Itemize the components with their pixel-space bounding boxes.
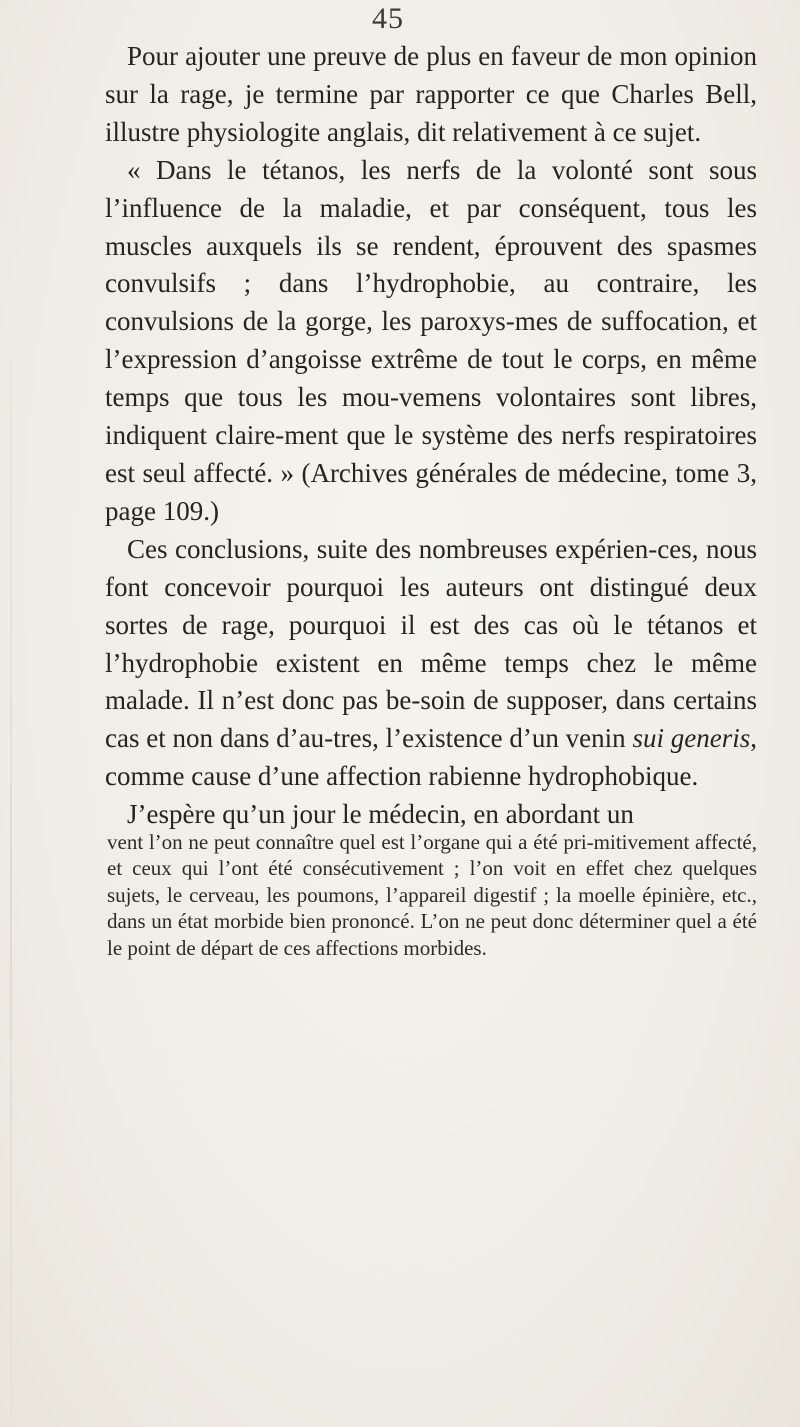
paragraph-last-line: J’espère qu’un jour le médecin, en abordant un <box>127 799 634 830</box>
paragraph-conclusion <box>105 531 757 796</box>
main-text-block <box>105 38 757 834</box>
page-fold-shadow <box>10 360 12 1420</box>
footnote-text: vent l’on ne peut connaître quel est l’organe qui a été pri-mitivement affecté, et ceux qui l’ont été consécutivement ; l’on voit en effet chez quelques sujets, le cerveau, les poumons, l’appareil digestif ; la moelle épinière, etc., dans un état morbide bien prononcé. L’on ne peut donc déterminer quel a été le point de départ de ces affections morbides. <box>107 830 757 960</box>
conclusion-text-end: , comme cause d’une affection rabienne hydrophobique. <box>105 723 757 792</box>
conclusion-italic-term: sui generis <box>632 723 751 754</box>
conclusion-text-start: Ces conclusions, suite des nombreuses expérien-ces, nous font concevoir pourquoi les auteurs ont distingué deux sortes de rage, pourquoi il est des cas où le tétanos et l’hydrophobie existent en même temps chez le même malade. Il n’est donc pas be-soin de supposer, dans certains cas et non dans d’au-tres, l’existence d’un venin <box>105 533 757 754</box>
footnote-block <box>107 829 757 961</box>
paragraph-quote: « Dans le tétanos, les nerfs de la volonté sont sous l’influence de la maladie, et par conséquent, tous les muscles auxquels ils se rendent, éprouvent des spasmes convulsifs ; dans l’hydrophobie, au contraire, les convulsions de la gorge, les paroxys-mes de suffocation, et l’expression d’angoisse extrême de tout le corps, en même temps que tous les mou-vemens volontaires sont libres, indiquent claire-ment que le système des nerfs respiratoires est seul affecté. » (Archives générales de médecine, tome 3, page 109.) <box>105 154 757 526</box>
page-number: 45 <box>372 2 404 35</box>
paragraph-intro: Pour ajouter une preuve de plus en faveur de mon opinion sur la rage, je termine par rapporter ce que Charles Bell, illustre physiologite anglais, dit relativement à ce sujet. <box>105 41 757 147</box>
